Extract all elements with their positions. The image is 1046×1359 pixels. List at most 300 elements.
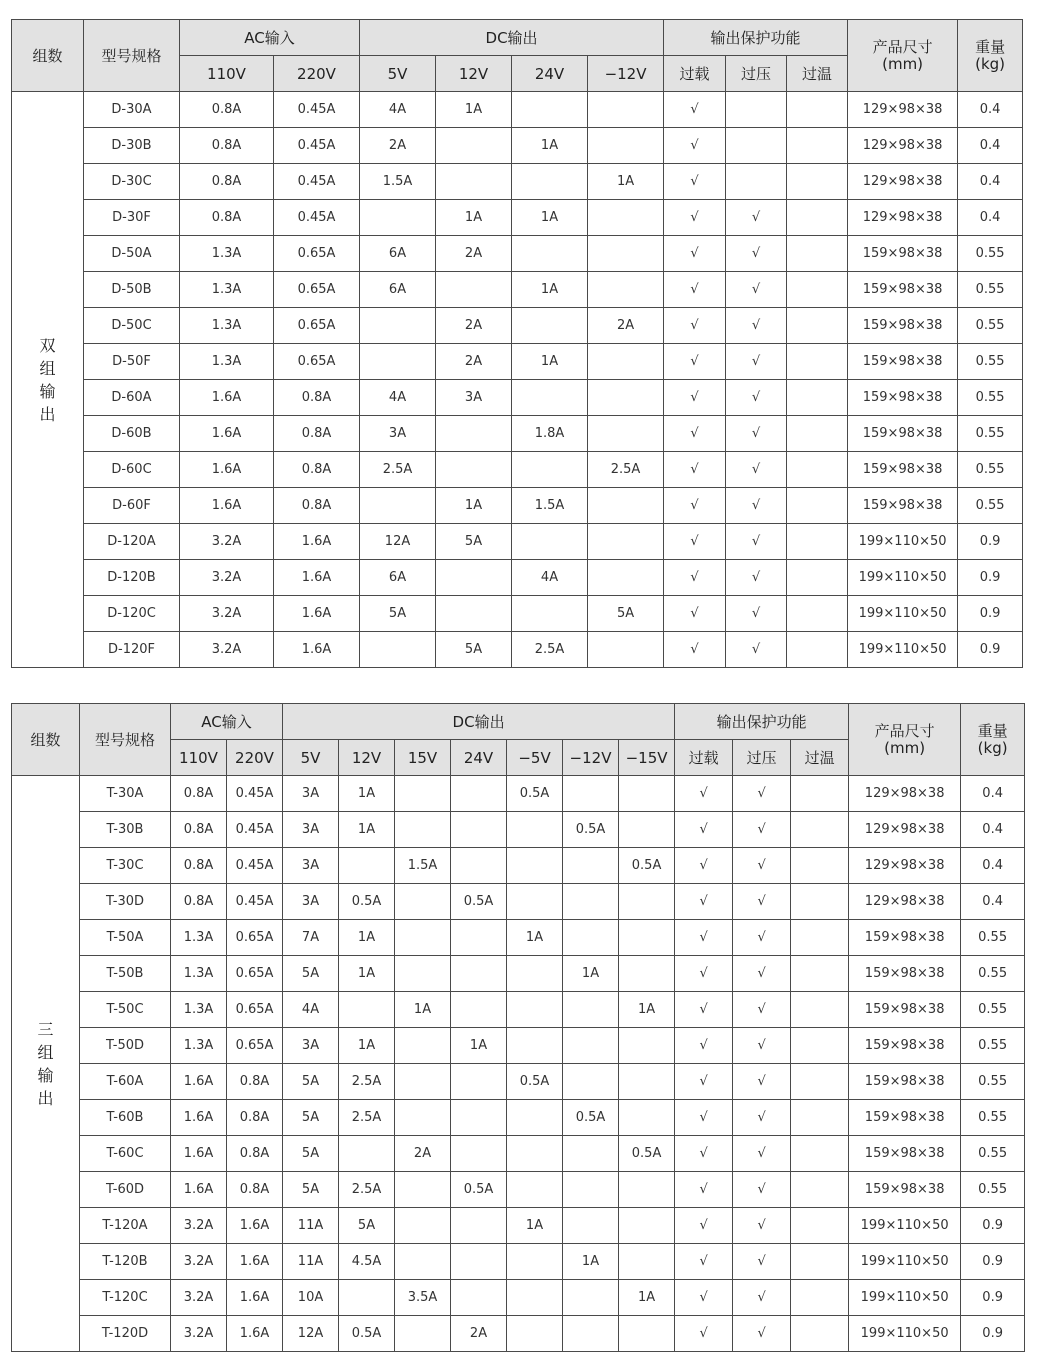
table-cell: √	[726, 236, 787, 272]
dual-output-table-body	[12, 92, 1023, 668]
table-cell: √	[675, 776, 733, 812]
table-cell: 1.8A	[512, 416, 588, 452]
table-cell	[588, 380, 664, 416]
table-cell: 1A	[512, 344, 588, 380]
model-cell: D-120B	[84, 560, 180, 596]
table-cell: √	[733, 1172, 791, 1208]
model-cell: D-60F	[84, 488, 180, 524]
table-cell: 1.6A	[227, 1316, 283, 1352]
table-cell: 0.9	[958, 632, 1023, 668]
header-overvoltage: 过压	[726, 56, 787, 92]
table-cell: √	[675, 1100, 733, 1136]
table-cell: √	[675, 1064, 733, 1100]
table-cell: 199×110×50	[848, 524, 958, 560]
table-cell	[507, 992, 563, 1028]
table-row	[12, 1100, 1025, 1136]
header-weight	[958, 20, 1023, 92]
table-cell: 0.8A	[227, 1136, 283, 1172]
table-cell: 159×98×38	[849, 992, 961, 1028]
table-cell: 0.8A	[227, 1100, 283, 1136]
table-cell: 1A	[507, 1208, 563, 1244]
triple-output-spec-table	[11, 703, 1025, 1352]
table-cell	[588, 560, 664, 596]
group-label-char: 双	[39, 335, 56, 355]
header-dc-output: DC输出	[360, 20, 664, 56]
table-cell: 159×98×38	[849, 956, 961, 992]
table-cell: 1.6A	[274, 560, 360, 596]
table-cell: 1.6A	[171, 1100, 227, 1136]
table-cell: 0.9	[958, 596, 1023, 632]
table-cell: 3A	[360, 416, 436, 452]
table-cell	[339, 1136, 395, 1172]
table-cell: √	[726, 488, 787, 524]
model-cell: T-30D	[80, 884, 171, 920]
table-cell: 1.3A	[180, 308, 274, 344]
table-cell: 0.55	[961, 992, 1025, 1028]
table-cell	[787, 524, 848, 560]
table-cell: 0.9	[961, 1316, 1025, 1352]
table-cell: 0.9	[961, 1244, 1025, 1280]
model-cell: D-50B	[84, 272, 180, 308]
table-cell: √	[733, 1100, 791, 1136]
table-cell	[563, 1172, 619, 1208]
table-cell: 159×98×38	[849, 1136, 961, 1172]
table-cell: 0.65A	[227, 920, 283, 956]
table-cell: √	[675, 1208, 733, 1244]
table-cell: √	[733, 1316, 791, 1352]
table-cell	[436, 128, 512, 164]
table-cell: 159×98×38	[849, 920, 961, 956]
table-cell: 1A	[588, 164, 664, 200]
table-cell: 0.4	[958, 128, 1023, 164]
table-cell: 0.65A	[274, 308, 360, 344]
model-cell: D-50C	[84, 308, 180, 344]
table-cell: 0.4	[958, 164, 1023, 200]
table-cell: 2.5A	[339, 1064, 395, 1100]
table-cell: 159×98×38	[848, 416, 958, 452]
table-cell: √	[664, 236, 726, 272]
table-row	[12, 920, 1025, 956]
header-dc-neg5v: −5V	[507, 740, 563, 776]
model-cell: D-30F	[84, 200, 180, 236]
table-cell: 0.65A	[227, 956, 283, 992]
table-cell	[507, 1172, 563, 1208]
table-cell: 0.55	[958, 236, 1023, 272]
table-cell: √	[664, 200, 726, 236]
table-cell: √	[733, 812, 791, 848]
table-cell: 159×98×38	[849, 1028, 961, 1064]
table-cell: 0.5A	[619, 1136, 675, 1172]
table-cell	[451, 812, 507, 848]
table-cell: √	[675, 1172, 733, 1208]
table-cell	[395, 1316, 451, 1352]
table-row	[12, 776, 1025, 812]
table-cell: 0.8A	[274, 452, 360, 488]
table-cell: 3A	[283, 1028, 339, 1064]
table-cell	[787, 308, 848, 344]
table-cell	[395, 956, 451, 992]
table-cell: 129×98×38	[848, 164, 958, 200]
table-cell	[512, 92, 588, 128]
model-cell: T-60D	[80, 1172, 171, 1208]
table-cell	[791, 884, 849, 920]
table-cell: √	[675, 884, 733, 920]
table-cell: 4.5A	[339, 1244, 395, 1280]
table-cell	[787, 92, 848, 128]
table-cell	[436, 272, 512, 308]
table-cell: 159×98×38	[848, 308, 958, 344]
table-cell: √	[726, 272, 787, 308]
table-cell	[619, 956, 675, 992]
table-cell: 4A	[283, 992, 339, 1028]
table-cell	[563, 1136, 619, 1172]
table-cell	[395, 1208, 451, 1244]
table-cell	[791, 1244, 849, 1280]
model-cell: D-50A	[84, 236, 180, 272]
table-cell: 0.55	[961, 1172, 1025, 1208]
table-cell	[619, 1208, 675, 1244]
group-label	[12, 92, 84, 668]
table-cell: 3.2A	[171, 1208, 227, 1244]
header-dc-5v: 5V	[360, 56, 436, 92]
table-cell	[451, 1244, 507, 1280]
table-cell: 0.45A	[274, 200, 360, 236]
table-cell: √	[726, 308, 787, 344]
table-cell	[726, 92, 787, 128]
table-cell: 6A	[360, 560, 436, 596]
table-cell	[507, 1028, 563, 1064]
table-cell	[563, 1208, 619, 1244]
table-cell	[619, 812, 675, 848]
table-cell: 0.5A	[563, 812, 619, 848]
table-cell: 0.65A	[274, 236, 360, 272]
table-cell	[512, 524, 588, 560]
table-cell: √	[664, 596, 726, 632]
model-cell: D-60C	[84, 452, 180, 488]
model-cell: D-120C	[84, 596, 180, 632]
table-cell: 0.8A	[171, 884, 227, 920]
table-row	[12, 164, 1023, 200]
table-cell	[507, 812, 563, 848]
header-overtemp: 过温	[791, 740, 849, 776]
table-cell: 1A	[619, 1280, 675, 1316]
table-cell: 1.6A	[171, 1136, 227, 1172]
model-cell: T-60B	[80, 1100, 171, 1136]
table-cell: √	[675, 956, 733, 992]
table-cell	[791, 1172, 849, 1208]
table-cell	[563, 848, 619, 884]
table-cell: 1A	[512, 272, 588, 308]
table-cell: 0.9	[961, 1280, 1025, 1316]
model-cell: T-60C	[80, 1136, 171, 1172]
table-cell	[588, 236, 664, 272]
table-cell	[436, 164, 512, 200]
table-cell: 129×98×38	[849, 848, 961, 884]
table-cell: 12A	[360, 524, 436, 560]
table-cell: 0.45A	[274, 92, 360, 128]
table-cell: 0.4	[961, 884, 1025, 920]
table-cell: 159×98×38	[848, 344, 958, 380]
table-cell	[791, 956, 849, 992]
table-cell: 0.8A	[227, 1172, 283, 1208]
table-cell: 159×98×38	[849, 1064, 961, 1100]
header-dc-24v: 24V	[512, 56, 588, 92]
header-model: 型号规格	[80, 704, 171, 776]
table-cell: 3.2A	[171, 1280, 227, 1316]
group-label-char: 输	[39, 381, 56, 401]
dual-output-spec-table	[11, 19, 1023, 668]
model-cell: T-30C	[80, 848, 171, 884]
table-cell: 0.5A	[339, 884, 395, 920]
table-cell: 1.6A	[227, 1208, 283, 1244]
table-cell: 1.5A	[360, 164, 436, 200]
group-label-char: 输	[37, 1065, 54, 1085]
table-cell: 1.6A	[180, 488, 274, 524]
table-cell: 2.5A	[360, 452, 436, 488]
table-cell: 0.65A	[274, 272, 360, 308]
table-cell: √	[733, 1136, 791, 1172]
table-row	[12, 200, 1023, 236]
table-cell: 12A	[283, 1316, 339, 1352]
table-cell: 1.3A	[180, 236, 274, 272]
table-cell: 1A	[507, 920, 563, 956]
table-cell	[436, 560, 512, 596]
table-cell: 0.55	[961, 1100, 1025, 1136]
table-cell: 6A	[360, 272, 436, 308]
table-cell: √	[664, 416, 726, 452]
table-cell	[360, 308, 436, 344]
table-cell: 2A	[436, 308, 512, 344]
table-cell: 1A	[451, 1028, 507, 1064]
group-label	[12, 776, 80, 1352]
table-cell: 1.6A	[227, 1280, 283, 1316]
table-row	[12, 596, 1023, 632]
table-cell	[507, 1280, 563, 1316]
table-cell	[507, 1136, 563, 1172]
table-cell	[619, 1028, 675, 1064]
table-cell	[588, 128, 664, 164]
table-cell	[787, 272, 848, 308]
table-cell: 199×110×50	[848, 596, 958, 632]
table-cell: √	[733, 1244, 791, 1280]
table-cell	[339, 992, 395, 1028]
table-row	[12, 956, 1025, 992]
table-cell	[339, 1280, 395, 1316]
table-cell	[787, 128, 848, 164]
model-cell: T-50D	[80, 1028, 171, 1064]
header-size-unit: (mm)	[884, 738, 926, 757]
header-group: 组数	[12, 704, 80, 776]
table-cell: 0.8A	[180, 128, 274, 164]
header-weight-unit: (kg)	[975, 54, 1006, 73]
table-cell: 1.6A	[274, 596, 360, 632]
header-ac-input: AC输入	[180, 20, 360, 56]
header-size	[848, 20, 958, 92]
table-cell	[507, 848, 563, 884]
table-cell	[563, 1028, 619, 1064]
model-cell: T-60A	[80, 1064, 171, 1100]
table-cell: 0.8A	[180, 200, 274, 236]
table-row	[12, 488, 1023, 524]
table-cell	[360, 488, 436, 524]
table-cell: 199×110×50	[848, 560, 958, 596]
table-cell: 1A	[563, 956, 619, 992]
header-overload: 过载	[664, 56, 726, 92]
table-cell: √	[733, 848, 791, 884]
table-cell: 0.45A	[227, 812, 283, 848]
table-cell: 1.3A	[171, 920, 227, 956]
header-dc-15v: 15V	[395, 740, 451, 776]
model-cell: T-120D	[80, 1316, 171, 1352]
table-cell: √	[664, 380, 726, 416]
table-cell: √	[664, 92, 726, 128]
table-cell	[360, 344, 436, 380]
table-row	[12, 1244, 1025, 1280]
table-cell: 0.55	[958, 488, 1023, 524]
table-cell: 3.2A	[180, 632, 274, 668]
table-cell	[791, 1316, 849, 1352]
table-cell	[451, 1280, 507, 1316]
table-cell	[507, 1316, 563, 1352]
table-cell	[512, 164, 588, 200]
header-weight-label: 重量	[977, 721, 1008, 740]
table-cell: 0.45A	[274, 128, 360, 164]
table-cell: 129×98×38	[848, 128, 958, 164]
table-cell: 0.65A	[227, 1028, 283, 1064]
table-row	[12, 452, 1023, 488]
table-row	[12, 524, 1023, 560]
table-cell	[563, 776, 619, 812]
table-cell: 159×98×38	[849, 1172, 961, 1208]
table-row	[12, 308, 1023, 344]
table-row	[12, 884, 1025, 920]
header-overvoltage: 过压	[733, 740, 791, 776]
table-row	[12, 344, 1023, 380]
table-cell	[791, 1280, 849, 1316]
table-cell	[512, 596, 588, 632]
table-cell: 5A	[283, 1100, 339, 1136]
table-cell: 1A	[339, 776, 395, 812]
group-label-char: 三	[37, 1019, 54, 1039]
table-cell	[787, 236, 848, 272]
table-cell: √	[733, 1028, 791, 1064]
table-cell: 0.65A	[227, 992, 283, 1028]
header-model: 型号规格	[84, 20, 180, 92]
table-cell: 0.8A	[274, 416, 360, 452]
header-weight-label: 重量	[975, 37, 1006, 56]
table-cell	[451, 1064, 507, 1100]
table-cell: 0.55	[958, 380, 1023, 416]
table-cell: 1.6A	[171, 1172, 227, 1208]
table-cell	[787, 200, 848, 236]
table-cell: √	[726, 596, 787, 632]
table-cell: √	[675, 992, 733, 1028]
table-cell	[588, 488, 664, 524]
table-cell	[787, 596, 848, 632]
table-cell: 129×98×38	[849, 776, 961, 812]
header-protection: 输出保护功能	[664, 20, 848, 56]
table-cell: 2.5A	[339, 1172, 395, 1208]
header-dc-5v: 5V	[283, 740, 339, 776]
table-cell: √	[664, 164, 726, 200]
table-cell	[360, 632, 436, 668]
table-cell	[787, 632, 848, 668]
table-cell: 2.5A	[588, 452, 664, 488]
table-cell	[436, 596, 512, 632]
table-cell: 159×98×38	[848, 452, 958, 488]
table-cell: 6A	[360, 236, 436, 272]
table-cell: √	[675, 812, 733, 848]
header-dc-output: DC输出	[283, 704, 675, 740]
table-cell	[563, 1064, 619, 1100]
table-row	[12, 380, 1023, 416]
table-cell: 1A	[436, 488, 512, 524]
header-overtemp: 过温	[787, 56, 848, 92]
table-cell: 0.4	[958, 200, 1023, 236]
table-cell: 0.55	[958, 308, 1023, 344]
header-overload: 过载	[675, 740, 733, 776]
table-cell: 5A	[588, 596, 664, 632]
table-cell	[563, 920, 619, 956]
table-cell: 5A	[283, 1064, 339, 1100]
header-size	[849, 704, 961, 776]
table-cell: 2A	[395, 1136, 451, 1172]
table-row	[12, 632, 1023, 668]
table-cell: 1.6A	[180, 380, 274, 416]
table-cell	[588, 272, 664, 308]
table-cell	[787, 560, 848, 596]
table-cell: 0.5A	[339, 1316, 395, 1352]
table-cell: √	[664, 524, 726, 560]
table-cell	[512, 452, 588, 488]
table-cell	[619, 884, 675, 920]
header-ac-220v: 220V	[274, 56, 360, 92]
table-cell: √	[664, 272, 726, 308]
table-cell: 5A	[436, 632, 512, 668]
header-ac-110v: 110V	[171, 740, 227, 776]
group-label-char: 出	[37, 1088, 54, 1108]
table-cell: 199×110×50	[849, 1280, 961, 1316]
table-row	[12, 272, 1023, 308]
table-cell: 159×98×38	[848, 236, 958, 272]
table-cell	[507, 1244, 563, 1280]
table-row	[12, 812, 1025, 848]
table-cell: 1.3A	[171, 956, 227, 992]
table-cell: 199×110×50	[849, 1316, 961, 1352]
header-weight-unit: (kg)	[977, 738, 1008, 757]
table-cell: 2.5A	[512, 632, 588, 668]
table-cell: 1A	[436, 92, 512, 128]
table-cell: 10A	[283, 1280, 339, 1316]
table-cell: 0.5A	[507, 776, 563, 812]
table-cell: √	[733, 1064, 791, 1100]
table-row	[12, 92, 1023, 128]
table-cell: 11A	[283, 1208, 339, 1244]
table-cell: 0.8A	[171, 776, 227, 812]
table-cell	[791, 1136, 849, 1172]
table-cell	[360, 200, 436, 236]
table-row	[12, 1208, 1025, 1244]
table-row	[12, 1172, 1025, 1208]
table-cell: 1A	[619, 992, 675, 1028]
table-cell	[395, 776, 451, 812]
table-cell: √	[726, 560, 787, 596]
table-cell	[726, 128, 787, 164]
table-cell	[507, 884, 563, 920]
table-cell	[563, 884, 619, 920]
table-cell: 0.5A	[619, 848, 675, 884]
table-cell: √	[726, 416, 787, 452]
